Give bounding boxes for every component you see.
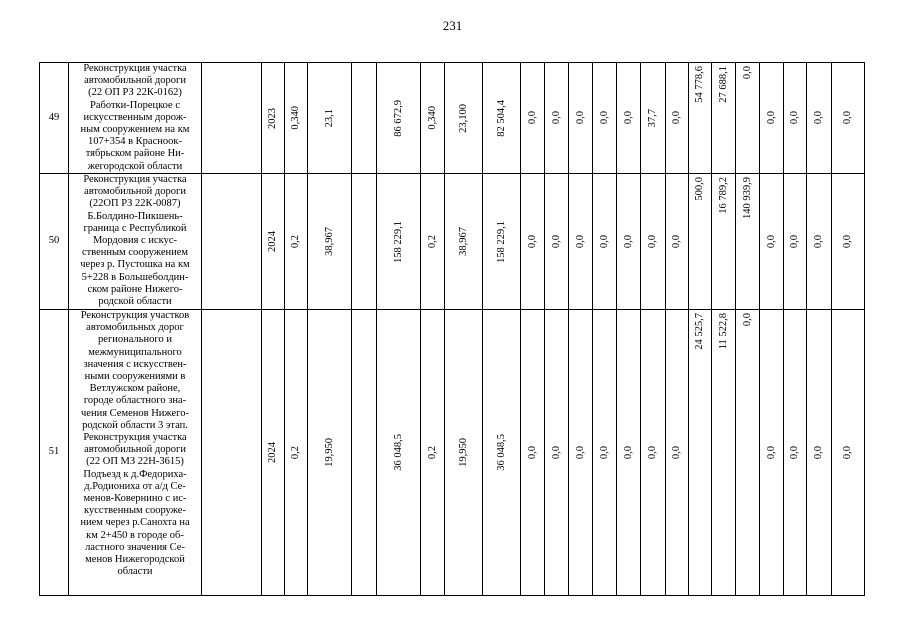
value-cell — [421, 310, 445, 596]
object-name-cell — [69, 174, 202, 310]
value-text: 0,0 — [550, 445, 562, 460]
value-cell — [832, 63, 865, 174]
value-text: 86 672,9 — [392, 99, 404, 137]
object-name-line: 5+228 в Большеболдин- — [81, 271, 189, 283]
value-text: 0,0 — [526, 111, 538, 125]
value-text: 2023 — [267, 107, 278, 129]
object-name-line: искусственным дорож- — [83, 111, 187, 123]
value-cell — [521, 310, 545, 596]
row-number: 50 — [40, 174, 69, 310]
value-cell — [202, 63, 262, 174]
object-name-line: Б.Болдино-Пикшень- — [87, 210, 183, 222]
object-name-line: 107+354 в Красноок- — [88, 136, 182, 148]
value-text: 0,0 — [598, 445, 610, 460]
value-text: 27 688,1 — [717, 65, 729, 103]
value-cell — [832, 174, 865, 310]
object-name-line: городе областного зна- — [83, 395, 187, 407]
value-text: 24 525,7 — [694, 312, 705, 350]
value-cell — [308, 310, 352, 596]
value-text: 0,0 — [741, 65, 753, 79]
table-row — [40, 174, 865, 310]
value-text: 0,0 — [842, 111, 853, 125]
investment-table — [39, 62, 865, 596]
value-text: 0,2 — [290, 445, 301, 460]
value-cell — [784, 63, 807, 174]
object-name-cell — [69, 63, 202, 174]
value-cell — [784, 174, 807, 310]
value-text: 38,967 — [457, 227, 469, 256]
object-name-line: ными сооружениями в — [84, 371, 186, 383]
table-row — [40, 63, 865, 174]
value-text: 0,0 — [526, 445, 538, 460]
object-name-line: родской области — [98, 296, 172, 308]
value-text: 0,0 — [574, 234, 586, 249]
value-cell — [545, 63, 569, 174]
value-cell — [760, 310, 784, 596]
value-text: 23,100 — [457, 103, 469, 133]
value-text: 0,0 — [574, 445, 586, 460]
value-cell — [617, 63, 641, 174]
value-text: 0,0 — [598, 234, 610, 249]
object-name-line: (22 ОП РЗ 22К-0162) — [88, 87, 182, 99]
value-cell — [641, 174, 666, 310]
value-cell — [521, 63, 545, 174]
value-cell — [483, 310, 521, 596]
value-text: 16 789,2 — [717, 176, 729, 214]
object-name-line: ском районе Нижего- — [87, 283, 183, 295]
value-cell — [545, 174, 569, 310]
value-cell — [285, 174, 308, 310]
value-cell — [483, 63, 521, 174]
value-text: 0,0 — [622, 445, 634, 460]
value-text: 36 048,5 — [392, 434, 404, 471]
object-name-line: автомобильной дороги — [84, 444, 186, 456]
object-name-line: ным сооружением на км — [80, 124, 190, 136]
value-text: 500,0 — [694, 176, 705, 201]
object-name-line: автомобильных дорог — [86, 322, 184, 334]
value-text: 0,2 — [426, 234, 438, 249]
object-name-line: области — [117, 566, 153, 578]
page-number: 231 — [442, 18, 463, 33]
value-cell — [262, 174, 285, 310]
value-cell — [569, 174, 593, 310]
value-cell — [202, 310, 262, 596]
object-name-line: автомобильной дороги — [84, 75, 186, 87]
value-cell — [641, 63, 666, 174]
object-name-line: (22ОП РЗ 22К-0087) — [89, 198, 181, 210]
value-text: 54 778,6 — [694, 65, 705, 103]
object-name-line: Реконструкция участка — [83, 63, 187, 74]
value-cell — [545, 310, 569, 596]
value-cell — [483, 174, 521, 310]
object-name-line: автомобильной дороги — [84, 186, 186, 198]
object-name-line: менов Нижегородской — [85, 554, 185, 566]
value-cell — [262, 310, 285, 596]
object-name-line: значения с искусствен- — [83, 358, 187, 370]
value-cell — [202, 174, 262, 310]
value-text: 0,0 — [647, 445, 658, 460]
value-cell — [617, 310, 641, 596]
value-text: 0,0 — [842, 234, 853, 249]
value-cell — [807, 174, 832, 310]
value-text: 0,0 — [550, 111, 562, 125]
object-name-line: ластного значения Се- — [85, 541, 185, 553]
value-text: 0,0 — [813, 234, 824, 249]
object-name-line: через р. Пустошка на км — [80, 259, 190, 271]
value-cell — [712, 174, 736, 310]
value-cell — [308, 63, 352, 174]
value-text: 0,0 — [647, 234, 658, 249]
value-text: 38,967 — [323, 227, 335, 256]
row-number: 51 — [40, 310, 69, 596]
value-text: 19,950 — [457, 438, 469, 467]
value-cell — [569, 63, 593, 174]
value-text: 0,0 — [789, 445, 800, 460]
object-name-line: Подъезд к д.Федориха- — [83, 468, 187, 480]
value-cell — [377, 310, 421, 596]
value-cell — [445, 310, 483, 596]
value-cell — [760, 63, 784, 174]
value-text: 0,0 — [765, 234, 777, 249]
value-text: 37,7 — [647, 108, 658, 128]
value-text: 0,2 — [426, 445, 438, 460]
value-cell — [666, 63, 689, 174]
value-cell — [308, 174, 352, 310]
value-cell — [832, 310, 865, 596]
value-cell — [445, 174, 483, 310]
value-text: 140 939,9 — [741, 176, 753, 219]
value-cell — [666, 174, 689, 310]
value-cell — [352, 310, 377, 596]
value-cell — [736, 310, 760, 596]
value-cell — [736, 174, 760, 310]
object-name-line: межмуниципального — [88, 346, 182, 358]
value-cell — [352, 63, 377, 174]
value-cell — [593, 63, 617, 174]
value-cell — [377, 174, 421, 310]
object-name-line: жегородской области — [87, 160, 183, 172]
value-cell — [666, 310, 689, 596]
value-cell — [712, 310, 736, 596]
value-text: 0,0 — [671, 234, 682, 249]
object-name-line: менов-Ковернино с ис- — [83, 493, 187, 505]
value-text: 0,0 — [622, 111, 634, 125]
value-cell — [421, 63, 445, 174]
value-cell — [712, 63, 736, 174]
value-text: 0,0 — [765, 445, 777, 460]
value-cell — [521, 174, 545, 310]
value-cell — [421, 174, 445, 310]
value-cell — [641, 310, 666, 596]
value-text: 0,0 — [671, 445, 682, 460]
value-text: 19,950 — [323, 438, 335, 467]
object-name-line: тябрьском районе Ни- — [85, 148, 185, 160]
value-cell — [593, 174, 617, 310]
value-text: 36 048,5 — [495, 434, 507, 471]
object-name-line: Реконструкция участков — [80, 310, 190, 321]
value-text: 0,0 — [789, 234, 800, 249]
value-cell — [569, 310, 593, 596]
value-text: 0,0 — [813, 111, 824, 125]
value-cell — [807, 63, 832, 174]
object-name-line: Мордовия с искус- — [93, 235, 177, 247]
value-cell — [689, 63, 712, 174]
object-name-line: ственным сооружением — [81, 247, 189, 259]
object-name-line: чения Семенов Нижего- — [81, 407, 189, 419]
value-cell — [760, 174, 784, 310]
object-name-line: Реконструкция участка — [83, 432, 187, 444]
object-name-cell — [69, 310, 202, 596]
value-text: 2024 — [267, 231, 278, 252]
value-text: 0,0 — [741, 312, 753, 326]
value-text: 23,1 — [323, 108, 335, 128]
value-text: 0,0 — [598, 111, 610, 125]
object-name-line: (22 ОП МЗ 22Н-3615) — [86, 456, 184, 468]
value-cell — [285, 310, 308, 596]
row-number: 49 — [40, 63, 69, 174]
value-text: 0,0 — [765, 111, 777, 125]
value-cell — [689, 174, 712, 310]
value-text: 0,2 — [290, 234, 301, 249]
value-text: 0,0 — [842, 445, 853, 460]
value-text: 0,340 — [426, 106, 438, 130]
object-name-line: км 2+450 в городе об- — [86, 529, 184, 541]
object-name-line: д.Родиониха от а/д Се- — [84, 480, 186, 492]
value-cell — [352, 174, 377, 310]
value-cell — [262, 63, 285, 174]
value-text: 82 504,4 — [495, 99, 507, 137]
value-text: 0,0 — [526, 234, 538, 249]
value-text: 158 229,1 — [495, 220, 507, 263]
value-cell — [736, 63, 760, 174]
object-name-line: кусственным сооруже- — [84, 505, 186, 517]
object-name-line: родской области 3 этап. — [82, 419, 188, 431]
value-cell — [784, 310, 807, 596]
value-text: 0,0 — [813, 445, 824, 460]
object-name-line: нием через р.Санохта на — [80, 517, 190, 529]
value-text: 0,0 — [671, 111, 682, 125]
value-cell — [445, 63, 483, 174]
value-text: 0,0 — [550, 234, 562, 249]
value-cell — [689, 310, 712, 596]
value-cell — [593, 310, 617, 596]
value-cell — [617, 174, 641, 310]
object-name-line: Ветлужском районе, — [89, 383, 181, 395]
object-name-line: Работки-Порецкое с — [89, 99, 180, 111]
value-cell — [285, 63, 308, 174]
value-text: 11 522,8 — [717, 312, 729, 349]
value-text: 158 229,1 — [392, 220, 404, 263]
value-text: 0,0 — [574, 111, 586, 125]
value-text: 0,0 — [622, 234, 634, 249]
value-text: 2024 — [267, 442, 278, 463]
object-name-line: регионального и — [98, 334, 172, 346]
value-cell — [377, 63, 421, 174]
table-row — [40, 310, 865, 596]
object-name-line: Реконструкция участка — [83, 174, 187, 185]
value-text: 0,0 — [789, 111, 800, 125]
value-text: 0,340 — [290, 106, 301, 130]
value-cell — [807, 310, 832, 596]
object-name-line: граница с Республикой — [83, 222, 187, 234]
